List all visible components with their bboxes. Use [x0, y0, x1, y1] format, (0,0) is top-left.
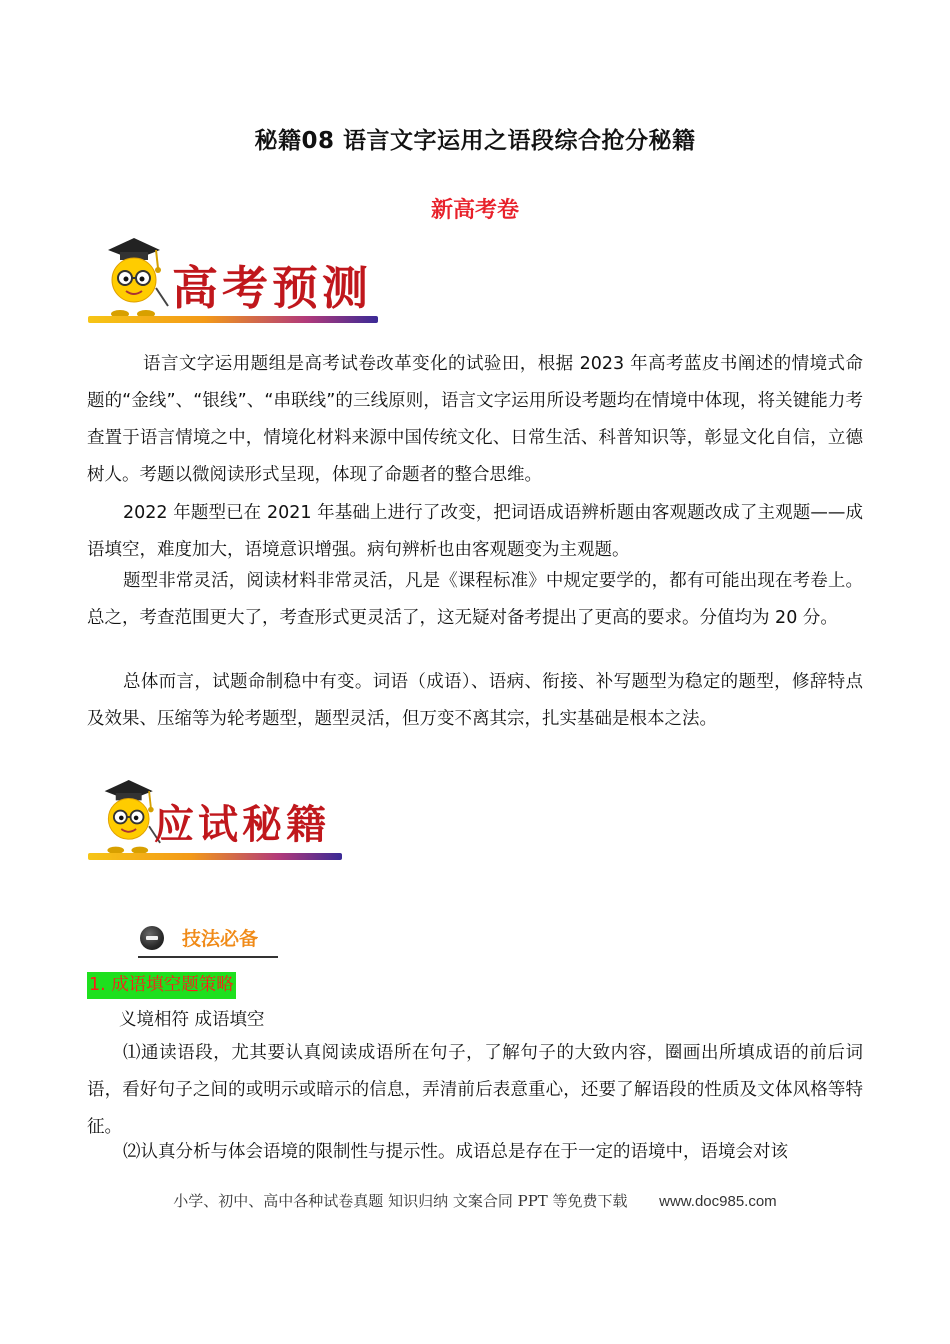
scholar-mascot-icon: [90, 236, 170, 320]
forecast-paragraph-4: 总体而言，试题命制稳中有变。词语（成语）、语病、衔接、补写题型为稳定的题型，修辞特点及效果、压缩等为轮考题型，题型灵活，但万变不离其宗，扎实基础是根本之法。: [87, 672, 863, 729]
forecast-banner-bar: [88, 316, 378, 323]
strategy-item-2: ⑵认真分析与体会语境的限制性与提示性。成语总是存在于一定的语境中，语境会对该: [123, 1142, 788, 1162]
section-bullet-icon: [140, 926, 164, 950]
forecast-paragraph-3: 题型非常灵活，阅读材料非常灵活，凡是《课程标准》中规定要学的，都有可能出现在考卷上。总之，考查范围更大了，考查形式更灵活了，这无疑对备考提出了更高的要求。分值均为 20 分。: [87, 571, 863, 628]
section-label: 技法必备: [182, 928, 259, 950]
secrets-banner-bar: [88, 853, 342, 860]
forecast-banner: [88, 236, 380, 328]
forecast-banner-title: 高考预测: [172, 261, 372, 315]
strategy-heading: 1. 成语填空题策略: [87, 972, 236, 999]
strategy-subheading: 义境相符 成语填空: [119, 1010, 265, 1030]
forecast-paragraph-2: 2022 年题型已在 2021 年基础上进行了改变，把词语成语辨析题由客观题改成了主观题——成语填空，难度加大，语境意识增强。病句辨析也由客观题变为主观题。: [87, 503, 863, 560]
secrets-banner: [88, 775, 344, 863]
footer-url[interactable]: www.doc985.com: [659, 1193, 777, 1210]
page-footer: [0, 1190, 950, 1211]
footer-text: 小学、初中、高中各种试卷真题 知识归纳 文案合同 PPT 等免费下载: [173, 1192, 628, 1210]
page-subtitle: 新高考卷: [430, 198, 519, 223]
page-title: 秘籍08 语言文字运用之语段综合抢分秘籍: [254, 128, 696, 154]
secrets-banner-title: 应试秘籍: [154, 801, 330, 848]
forecast-paragraph-1: 语言文字运用题组是高考试卷改革变化的试验田，根据 2023 年高考蓝皮书阐述的情境式命题的“金线”、“银线”、“串联线”的三线原则，语言文字运用所设考题均在情境中体现，将关键能力考查置于语言情境之中，情境化材料来源中国传统文化、日常生活、科普知识等，彰显文化自信，立德树人。考题以微阅读形式呈现，体现了命题者的整合思维。: [87, 354, 863, 485]
strategy-item-1: ⑴通读语段，尤其要认真阅读成语所在句子，了解句子的大致内容，圈画出所填成语的前后词语，看好句子之间的或明示或暗示的信息，弄清前后表意重心，还要了解语段的性质及文体风格等特征。: [87, 1043, 863, 1137]
scholar-mascot-icon: [88, 777, 162, 857]
section-underline: [138, 956, 278, 958]
